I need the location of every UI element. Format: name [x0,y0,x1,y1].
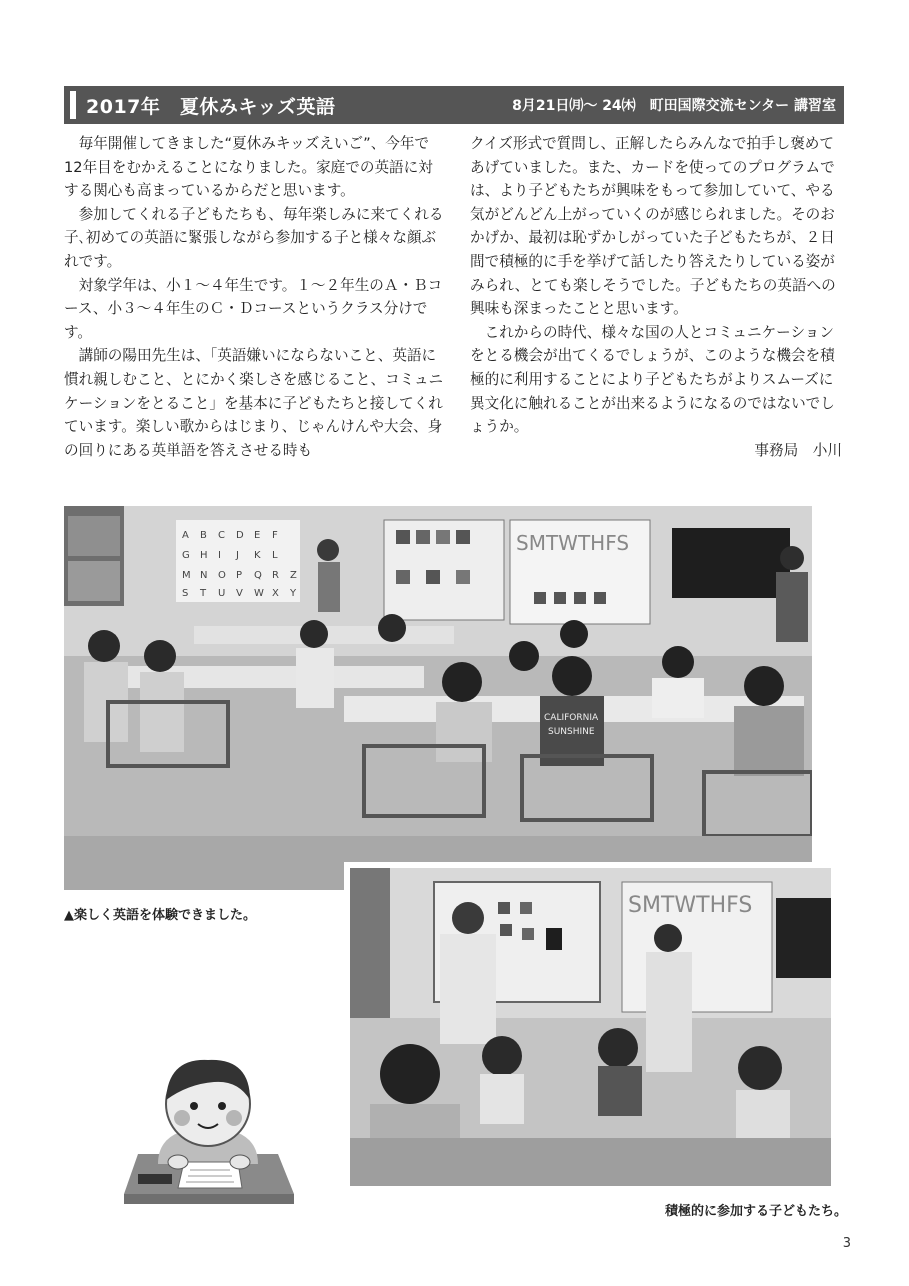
svg-text:G: G [182,550,190,561]
boy-studying-icon [118,1044,298,1214]
article-title: 2017年 夏休みキッズ英語 [86,96,336,118]
article-signature: 事務局 小川 [754,441,842,459]
teachers-photo [344,862,837,1192]
svg-text:O: O [218,570,226,581]
svg-text:D: D [236,530,244,541]
header-accent-bar [70,91,76,119]
svg-text:B: B [200,530,207,541]
svg-text:U: U [218,588,226,599]
article-header [64,86,844,124]
svg-text:Z: Z [290,570,297,581]
photo-caption: ▲楽しく英語を体験できました。 [64,908,256,923]
svg-text:A: A [182,530,189,541]
svg-text:N: N [200,570,208,581]
svg-text:V: V [236,588,243,599]
svg-text:T: T [200,588,207,599]
paragraph: 対象学年は、小１～４年生です。１～２年生のＡ・Ｂコース、小３～４年生のＣ・Ｄコースというクラス分けです。 [64,276,443,341]
svg-text:S: S [182,588,189,599]
page-number: 3 [842,1236,851,1251]
classroom-photo [64,506,812,890]
paragraph: 毎年開催してきました“夏休みキッズえいご”、今年で12年目をむかえることになりました。家庭での英語に対する関心も高まっているからだと思います。 [64,135,433,200]
shirt-text: SUNSHINE [548,727,595,737]
svg-text:P: P [236,570,243,581]
svg-text:X: X [272,588,279,599]
svg-text:Q: Q [254,570,262,581]
event-date-venue: 8月21日㈪～ 24㈭ 町田国際交流センター 講習室 [512,98,836,114]
paragraph: これからの時代、様々な国の人とコミュニケーションをとる機会が出てくるでしょうが、このような機会を積極的に利用することにより子どもたちがよりスムーズに異文化に触れることが出来るようになるのではないでしょうか。 [470,323,835,436]
svg-text:C: C [218,530,225,541]
paragraph: 参加してくれる子どもたちも、毎年楽しみに来てくれる子､初めての英語に緊張しながら参加する子と様々な顔ぶれです。 [64,205,444,270]
photo-caption: 積極的に参加する子どもたち。 [664,1204,847,1219]
svg-text:L: L [272,550,278,561]
shirt-text: CALIFORNIA [544,713,599,723]
svg-text:R: R [272,570,279,581]
whiteboard-days-text: SMTWTHFS [516,531,630,555]
svg-text:K: K [254,550,261,561]
svg-text:J: J [236,550,239,561]
paragraph: 講師の陽田先生は、「英語嫌いにならないこと、英語に慣れ親しむこと、とにかく楽しさを感じること、コミュニケーションをとること」を基本に子どもたちと接してくれています。楽しい歌からはじまり、じゃんけんや大会、身の回りにある英単語を答えさせる時も [64,347,444,459]
svg-text:I: I [218,550,221,561]
svg-text:H: H [200,550,208,561]
whiteboard-days-text: SMTWTHFS [628,893,753,918]
svg-text:W: W [254,588,264,599]
svg-text:F: F [272,530,278,541]
article-column-left [64,132,444,462]
svg-text:Y: Y [290,588,297,599]
paragraph-continued: クイズ形式で質問し、正解したらみんなで拍手し褒めてあげていました。また、カードを使ってのプログラムでは、より子どもたちが興味をもって参加していて、やる気がどんどん上がっていくのが感じられました。そのおかげか、最初は恥ずかしがっていた子どもたちが、２日間で積極的に手を挙げて話したり答えたりしている姿がみられ、とても楽しそうでした。子どもたちの英語への興味も深まったことと思います。 [470,135,836,318]
article-column-right [470,132,846,462]
svg-text:M: M [182,570,191,581]
svg-text:E: E [254,530,261,541]
